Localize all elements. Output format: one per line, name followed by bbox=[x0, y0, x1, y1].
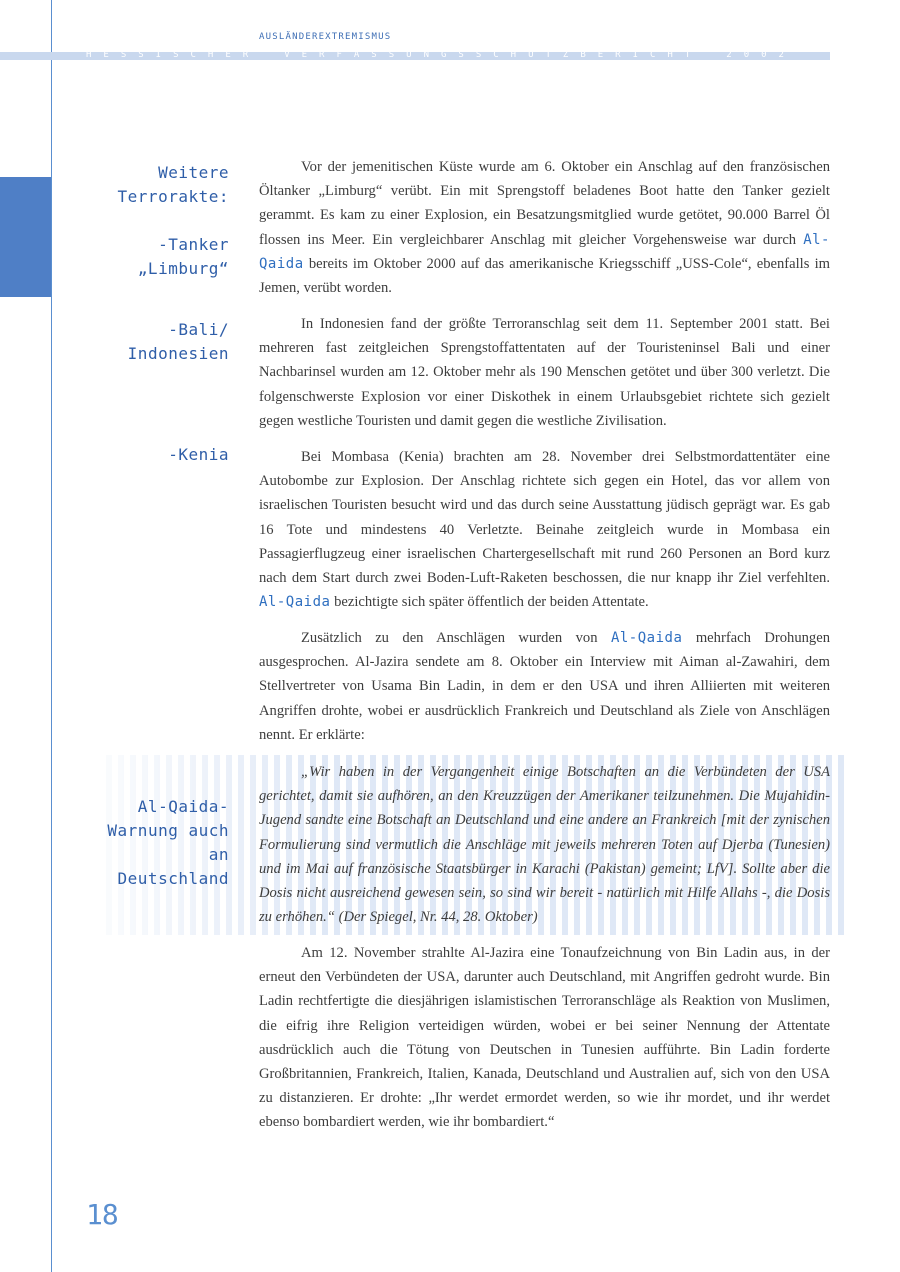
quote-block: „Wir haben in der Vergangenheit einige Botschaften an die Verbündeten der USA gerichtet, damit sie aufhören, an den Kreuzzügen der Amerikaner teilzunehmen. Die Mujahidin-Jugend sandte eine Botschaft an Deutschland und eine andere an Frankreich [mit der zynischen Formulierung sind vermutlich die Anschläge mit jeweils mehreren Toten auf Djerba (Tunesien) und im Mai auf französische Staatsbürger in Karachi (Pakistan) gemeint; LfV]. Sollte aber die Dosis nicht ausreichend gewesen sein, so sind wir bereit - natürlich mit Hilfe Allahs -, die Dosis zu erhöhen.“ (Der Spiegel, Nr. 44, 28. Oktober) bbox=[259, 764, 830, 926]
margin-note-kenia: -Kenia bbox=[168, 445, 229, 464]
paragraph-threats: Zusätzlich zu den Anschlägen wurden von Al-Qaida mehrfach Drohungen ausgesprochen. Al-Jazira sendete am 8. Oktober ein Interview mit Aiman al-Zawahiri, dem Stellvertreter von Usama Bin Ladin, in dem er den USA und ihren Alliierten mit weiteren Angriffen drohte, wobei er ausdrücklich Frankreich und Deutschland als Ziele von Anschlägen nennt. Er erklärte: bbox=[259, 630, 831, 743]
header-band-text bbox=[86, 50, 796, 60]
al-qaida-highlight: Al-Qaida bbox=[259, 594, 331, 611]
paragraph-bin-ladin: Am 12. November strahlte Al-Jazira eine Tonaufzeichnung von Bin Ladin aus, in der erneut den Verbündeten der USA, darunter auch Deutschland, mit Angriffen gedroht wurde. Bin Ladin rechtfertigte die diesjährigen islamistischen Terroranschläge als Reaktion von Muslimen, die eifrig ihre Religion verteidigen würden, wobei er bei seiner Nennung der Attentate ausdrücklich auch die Tötung von Deutschen in Tunesien aufführte. Bin Ladin forderte Großbritannien, Frankreich, Italien, Kanada, Deutschland und Australien auf, sich von den USA zu distanzieren. Er drohte: „Ihr werdet ermordet werden, so wie ihr mordet, und ihr werdet ebenso bombardiert werden, wie ihr bombardiert.“ bbox=[259, 945, 830, 1131]
al-qaida-highlight: Al-Qaida bbox=[610, 630, 683, 646]
paragraph-kenia: Bei Mombasa (Kenia) brachten am 28. November drei Selbstmordattentäter eine Autobombe zur Explosion. Der Anschlag richtete sich gegen ein Hotel, das vor allem von israelischen Touristen besucht wird und das durch seine Ausstattung jüdisch geprägt war. Es gab 16 Tote und mindestens 40 Verletzte. Beinahe zeitgleich wurde in Mombasa ein Passagierflugzeug einer israelischen Chartergesellschaft mit rund 260 Personen an Bord kurz nach dem Start durch zwei Boden-Luft-Raketen beschossen, die nur knapp ihr Ziel verfehlten. Al-Qaida bezichtigte sich später öffentlich der beiden Attentate. bbox=[259, 449, 830, 611]
margin-note-bali: -Bali/ Indonesien bbox=[127, 320, 229, 363]
band-word-year: 2002 bbox=[726, 50, 796, 60]
paragraph-tanker: Vor der jemenitischen Küste wurde am 6. Oktober ein Anschlag auf den französischen Öltanker „Limburg“ verübt. Ein mit Sprengstoff beladenes Boot hatte den Tanker gezielt gerammt. Es kam zu einer Explosion, ein Besatzungsmitglied wurde getötet, 90.000 Barrel Öl flossen ins Meer. Ein vergleichbarer Anschlag mit gleicher Vorgehensweise war durch Al-Qaida bereits im Oktober 2000 auf das amerikanische Kriegsschiff „USS-Cole“, ebenfalls im Jemen, verübt worden. bbox=[259, 159, 830, 297]
band-word-report: VERFASSUNGSSCHUTZBERICHT bbox=[284, 50, 703, 60]
margin-note-warning: Al-Qaida- Warnung auch an Deutschland bbox=[107, 797, 229, 888]
al-qaida-highlight: Al-Qaida bbox=[259, 231, 830, 272]
margin-rule bbox=[51, 0, 52, 1272]
section-title: AUSLÄNDEREXTREMISMUS bbox=[259, 32, 392, 42]
margin-note-tanker: -Tanker „Limburg“ bbox=[137, 235, 229, 278]
page-number: 18 bbox=[86, 1198, 118, 1231]
paragraph-bali: In Indonesien fand der größte Terroranschlag seit dem 11. September 2001 statt. Bei mehreren fast zeitgleichen Sprengstoffattentaten auf der Touristeninsel Bali und einer Nachbarinsel wurden am 12. Oktober mehr als 190 Menschen getötet und über 300 verletzt. Die folgenschwerste Explosion vor einer Diskothek in einem Urlaubsgebiet richtete sich gezielt gegen westliche Touristen und damit gegen die westliche Zivilisation. bbox=[259, 316, 830, 429]
margin-note-further-attacks: Weitere Terrorakte: bbox=[117, 163, 229, 206]
side-color-block bbox=[0, 177, 51, 297]
band-word-state: HESSISCHER bbox=[86, 50, 261, 60]
